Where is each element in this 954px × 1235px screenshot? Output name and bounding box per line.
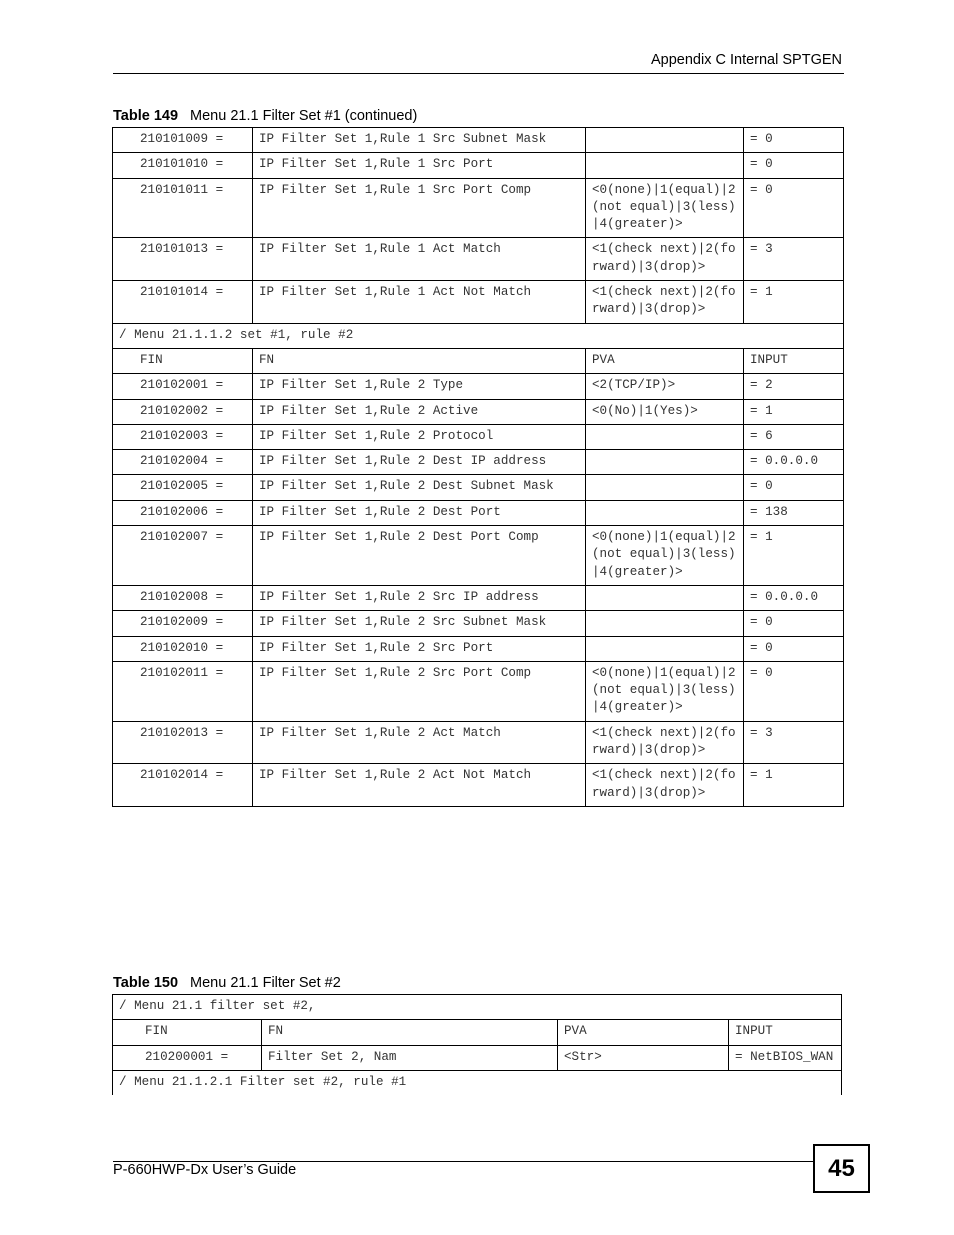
table-150-title: Menu 21.1 Filter Set #2 [190, 975, 341, 991]
pva-cell: <1(check next)|2(forward)|3(drop)> [586, 721, 744, 764]
table-row [113, 611, 844, 636]
input-cell: = 1 [744, 399, 844, 424]
table-row [113, 721, 844, 764]
input-cell: = 0 [744, 128, 844, 153]
table-150-caption [113, 975, 341, 991]
table-149-title: Menu 21.1 Filter Set #1 (continued) [190, 108, 418, 124]
pva-cell: <1(check next)|2(forward)|3(drop)> [586, 281, 744, 324]
pva-cell: <0(none)|1(equal)|2(not equal)|3(less)|4(greater)> [586, 661, 744, 721]
table-row [113, 475, 844, 500]
table-row [113, 128, 844, 153]
input-cell: = 0 [744, 475, 844, 500]
input-cell: = 0 [744, 636, 844, 661]
fn-cell: IP Filter Set 1,Rule 1 Src Subnet Mask [253, 128, 586, 153]
fn-cell: IP Filter Set 1,Rule 2 Src IP address [253, 585, 586, 610]
table-row [113, 585, 844, 610]
table-row [113, 1045, 842, 1070]
fn-cell: IP Filter Set 1,Rule 2 Dest Port Comp [253, 526, 586, 586]
fin-cell: FIN [113, 348, 253, 373]
pva-cell [586, 424, 744, 449]
pva-cell: <0(none)|1(equal)|2(not equal)|3(less)|4(greater)> [586, 178, 744, 238]
input-cell: = 1 [744, 526, 844, 586]
fn-cell: IP Filter Set 1,Rule 2 Dest Port [253, 500, 586, 525]
page-number: 45 [813, 1144, 870, 1193]
fin-cell: 210102011 = [113, 661, 253, 721]
guide-title: P-660HWP-Dx User’s Guide [113, 1162, 297, 1178]
input-cell: = 0.0.0.0 [744, 585, 844, 610]
table-row [113, 424, 844, 449]
input-cell: = 0 [744, 178, 844, 238]
fin-cell: 210102005 = [113, 475, 253, 500]
pva-cell [586, 636, 744, 661]
fin-cell: 210102013 = [113, 721, 253, 764]
table-row [113, 238, 844, 281]
fin-cell: 210102010 = [113, 636, 253, 661]
fn-cell: IP Filter Set 1,Rule 2 Active [253, 399, 586, 424]
table-row [113, 526, 844, 586]
fn-cell: IP Filter Set 1,Rule 2 Src Subnet Mask [253, 611, 586, 636]
fin-cell: 210102014 = [113, 764, 253, 807]
fn-cell: Filter Set 2, Nam [262, 1045, 558, 1070]
fin-cell: 210200001 = [113, 1045, 262, 1070]
section-title: / Menu 21.1.2.1 Filter set #2, rule #1 [113, 1070, 842, 1095]
input-cell: = 6 [744, 424, 844, 449]
table-row [113, 399, 844, 424]
pva-cell [586, 450, 744, 475]
fn-cell: FN [253, 348, 586, 373]
input-cell: = NetBIOS_WAN [729, 1045, 842, 1070]
pva-cell: PVA [558, 1020, 729, 1045]
input-cell: = 0 [744, 611, 844, 636]
fn-cell: IP Filter Set 1,Rule 2 Type [253, 374, 586, 399]
fn-cell: IP Filter Set 1,Rule 2 Dest Subnet Mask [253, 475, 586, 500]
section-row [113, 1070, 842, 1095]
pva-cell: <Str> [558, 1045, 729, 1070]
pva-cell: <0(none)|1(equal)|2(not equal)|3(less)|4(greater)> [586, 526, 744, 586]
input-cell: = 138 [744, 500, 844, 525]
fn-cell: FN [262, 1020, 558, 1045]
pva-cell: <0(No)|1(Yes)> [586, 399, 744, 424]
fn-cell: IP Filter Set 1,Rule 2 Act Match [253, 721, 586, 764]
table-row [113, 764, 844, 807]
section-title: / Menu 21.1.1.2 set #1, rule #2 [113, 323, 844, 348]
fin-cell: 210102003 = [113, 424, 253, 449]
fn-cell: IP Filter Set 1,Rule 2 Src Port [253, 636, 586, 661]
fn-cell: IP Filter Set 1,Rule 1 Act Not Match [253, 281, 586, 324]
pva-cell [586, 585, 744, 610]
fn-cell: IP Filter Set 1,Rule 1 Act Match [253, 238, 586, 281]
fin-cell: 210102009 = [113, 611, 253, 636]
fn-cell: IP Filter Set 1,Rule 2 Dest IP address [253, 450, 586, 475]
input-cell: = 2 [744, 374, 844, 399]
table-header-row [113, 348, 844, 373]
fin-cell: 210102004 = [113, 450, 253, 475]
fn-cell: IP Filter Set 1,Rule 1 Src Port Comp [253, 178, 586, 238]
input-cell: = 1 [744, 764, 844, 807]
pva-cell: PVA [586, 348, 744, 373]
pva-cell [586, 128, 744, 153]
table-150 [112, 994, 842, 1095]
section-row [113, 995, 842, 1020]
table-row [113, 178, 844, 238]
table-row [113, 636, 844, 661]
pva-cell [586, 475, 744, 500]
input-cell: INPUT [744, 348, 844, 373]
input-cell: = 1 [744, 281, 844, 324]
running-header: Appendix C Internal SPTGEN [650, 52, 842, 68]
pva-cell: <2(TCP/IP)> [586, 374, 744, 399]
table-header-row [113, 1020, 842, 1045]
fin-cell: 210102006 = [113, 500, 253, 525]
table-row [113, 281, 844, 324]
input-cell: = 0 [744, 661, 844, 721]
header-rule [113, 73, 844, 74]
fin-cell: 210101013 = [113, 238, 253, 281]
table-149-label: Table 149 [113, 108, 179, 124]
fin-cell: 210102002 = [113, 399, 253, 424]
fn-cell: IP Filter Set 1,Rule 2 Protocol [253, 424, 586, 449]
section-row [113, 323, 844, 348]
fn-cell: IP Filter Set 1,Rule 1 Src Port [253, 153, 586, 178]
pva-cell: <1(check next)|2(forward)|3(drop)> [586, 764, 744, 807]
table-row [113, 374, 844, 399]
fin-cell: 210102001 = [113, 374, 253, 399]
input-cell: = 3 [744, 238, 844, 281]
table-row [113, 661, 844, 721]
fin-cell: 210102007 = [113, 526, 253, 586]
pva-cell [586, 153, 744, 178]
input-cell: INPUT [729, 1020, 842, 1045]
fin-cell: 210101010 = [113, 153, 253, 178]
input-cell: = 0.0.0.0 [744, 450, 844, 475]
input-cell: = 0 [744, 153, 844, 178]
pva-cell: <1(check next)|2(forward)|3(drop)> [586, 238, 744, 281]
table-row [113, 153, 844, 178]
section-title: / Menu 21.1 filter set #2, [113, 995, 842, 1020]
table-150-label: Table 150 [113, 975, 179, 991]
fin-cell: 210101009 = [113, 128, 253, 153]
fn-cell: IP Filter Set 1,Rule 2 Act Not Match [253, 764, 586, 807]
fn-cell: IP Filter Set 1,Rule 2 Src Port Comp [253, 661, 586, 721]
table-149 [112, 127, 844, 807]
fin-cell: 210101014 = [113, 281, 253, 324]
fin-cell: 210102008 = [113, 585, 253, 610]
fin-cell: 210101011 = [113, 178, 253, 238]
pva-cell [586, 611, 744, 636]
pva-cell [586, 500, 744, 525]
fin-cell: FIN [113, 1020, 262, 1045]
table-149-caption [113, 108, 417, 124]
table-row [113, 450, 844, 475]
input-cell: = 3 [744, 721, 844, 764]
table-row [113, 500, 844, 525]
